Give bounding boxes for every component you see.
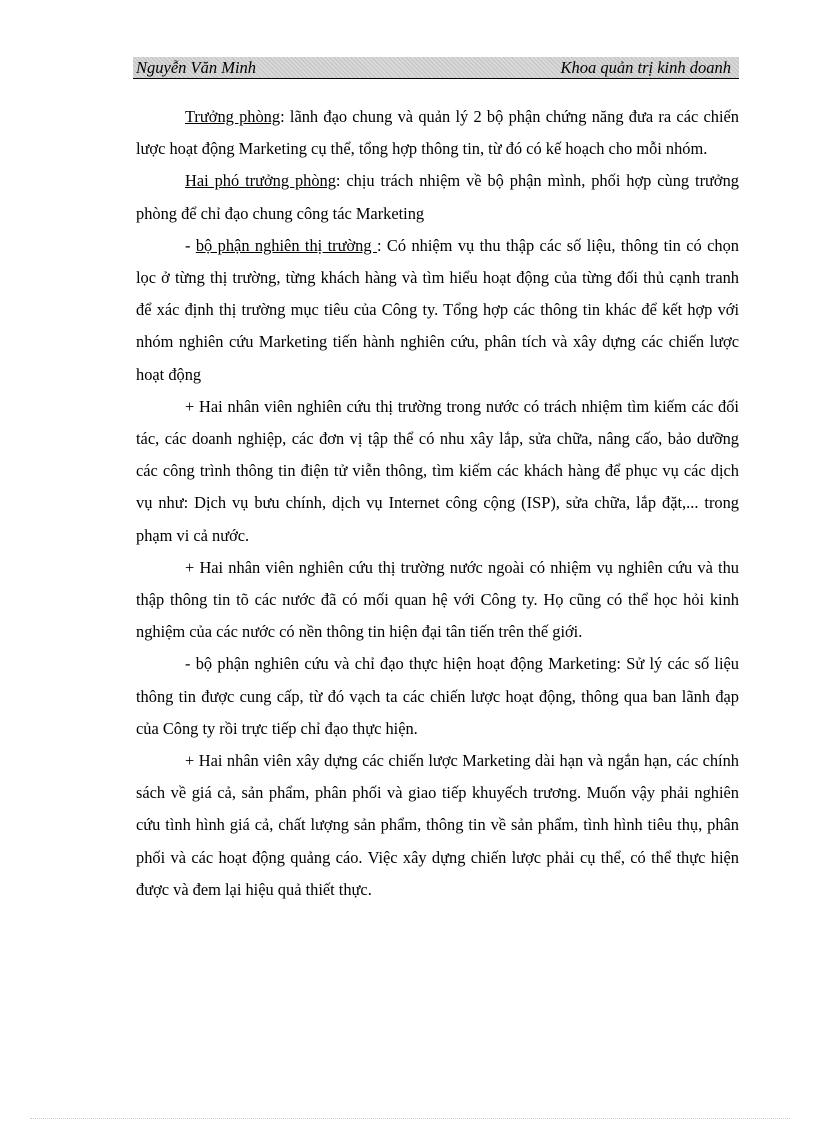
paragraph-nhan-vien-chien-luoc: + Hai nhân viên xây dựng các chiến lược Marketing dài hạn và ngắn hạn, các chính sách về giá cả, sản phẩm, phân phối và giao tiếp khuyếch trương. Muốn vậy phải nghiên cứu tình hình giá cả, chất lượng sản phẩm, thông tin về sản phẩm, tình hình tiêu thụ, phân phối và các hoạt động quảng cáo. Việc xây dựng chiến lược phải cụ thể, có thể thực hiện được và đem lại hiệu quả thiết thực. <box>136 751 739 899</box>
page-header <box>133 57 739 79</box>
term-truong-phong: Trưởng phòng <box>185 107 281 126</box>
term-pho-truong-phong: Hai phó trưởng phòng <box>185 171 336 191</box>
paragraph-nhan-vien-trong-nuoc: + Hai nhân viên nghiên cứu thị trường trong nước có trách nhiệm tìm kiếm các đối tác, các doanh nghiệp, các đơn vị tập thể có nhu xây lắp, sửa chữa, nâng cấo, bảo dưỡng các công trình thông tin điện tử viễn thông, tìm kiếm các khách hàng để phục vụ các dịch vụ như: Dịch vụ bưu chính, dịch vụ Internet công cộng (ISP), sửa chữa, lắp đặt,... trong phạm vi cả nước. <box>136 396 739 545</box>
paragraph-pho-truong-phong <box>136 165 739 229</box>
paragraph-bo-phan-thi-truong <box>136 230 739 391</box>
paragraph-bo-phan-chi-dao: - bộ phận nghiên cứu và chỉ đạo thực hiện hoạt động Marketing: Sử lý các số liệu thông tin được cung cấp, từ đó vạch ta các chiến lược hoạt động, thông qua ban lãnh đạp của Công ty rồi trực tiếp chỉ đạo thực hiện. <box>136 654 739 738</box>
list-dash: - <box>185 235 196 255</box>
term-bo-phan-thi-truong: bộ phận nghiên thị trường <box>195 235 377 255</box>
paragraph-nhan-vien-nuoc-ngoai: + Hai nhân viên nghiên cứu thị trường nước ngoài có nhiệm vụ nghiên cứu và thu thập thông tin tõ các nước đã có mối quan hệ với Công ty. Họ cũng có thể học hỏi kinh nghiệm của các nước có nền thông tin hiện đại tân tiến trên thế giới. <box>136 557 739 642</box>
document-body <box>136 101 739 906</box>
paragraph-text: : lãnh đạo chung và quản lý 2 bộ phận chứng năng đưa ra các chiến lược hoạt động Marketing cụ thể, tổng hợp thông tin, từ đó có kế hoạch cho mỗi nhóm. <box>136 107 739 159</box>
header-author: Nguyễn Văn Minh <box>136 57 257 77</box>
paragraph-truong-phong <box>136 101 739 165</box>
paragraph-text: : Có nhiệm vụ thu thập các số liệu, thông tin có chọn lọc ở từng thị trường, từng khách hàng và tìm hiểu hoạt động của từng đối thủ cạnh tranh để xác định thị trường mục tiêu của Công ty. Tổng hợp các thông tin khác để kết hợp với nhóm nghiên cứu Marketing tiến hành nghiên cứu, phân tích và xây dựng các chiến lược hoạt động <box>136 235 739 384</box>
page-bottom-divider <box>30 1118 790 1119</box>
paragraph-text: : chịu trách nhiệm về bộ phận mình, phối hợp cùng trưởng phòng để chỉ đạo chung công tác Marketing <box>136 171 739 223</box>
header-department: Khoa quản trị kinh doanh <box>560 57 731 77</box>
